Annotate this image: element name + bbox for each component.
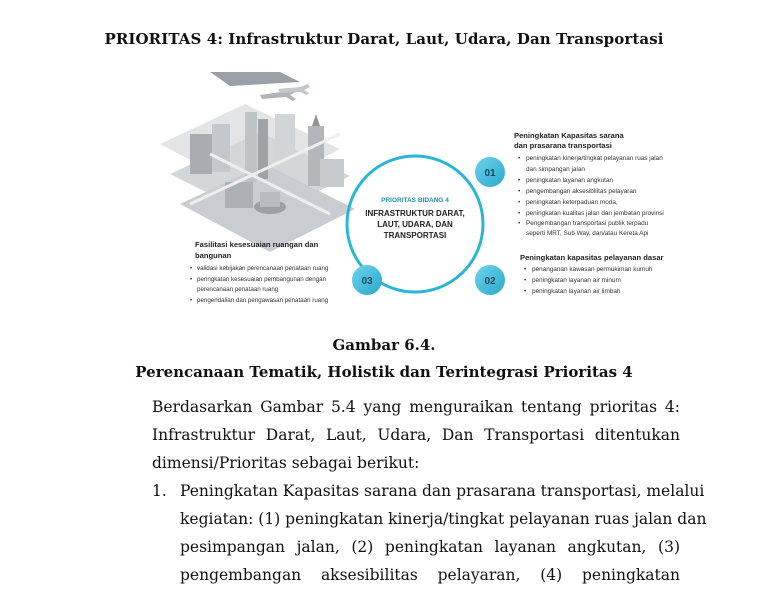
- body-paragraph: [152, 393, 680, 477]
- svg-text:•: •: [524, 266, 527, 273]
- svg-text:•: •: [518, 155, 521, 162]
- figure-caption-title: Gambar 6.4.: [332, 336, 436, 354]
- paragraph-line: dimensi/Prioritas sebagai berikut:: [152, 454, 420, 472]
- list-item: [180, 477, 707, 589]
- block-item: penanganan kawasan permukiman kumuh: [532, 266, 653, 273]
- paragraph-line: Berdasarkan Gambar 5.4 yang menguraikan tentang prioritas 4:: [152, 398, 680, 416]
- block-01: [514, 131, 664, 237]
- node-01: [475, 157, 505, 187]
- block-title: Fasilitasi kesesuaian ruangan dan: [195, 240, 319, 249]
- block-item: pengembangan aksesibilitas pelayaran: [526, 188, 637, 195]
- list-line: pesimpangan jalan, (2) peningkatan layanan angkutan, (3): [180, 538, 680, 556]
- block-item: peningkatan kualitas jalan dan jembatan provinsi: [526, 210, 664, 217]
- block-item: perencanaan penataan ruang: [197, 286, 279, 293]
- block-item: seperti MRT, Sub Way, dan/atau Kereta Api: [526, 230, 649, 237]
- svg-text:•: •: [190, 265, 193, 272]
- svg-text:•: •: [518, 177, 521, 184]
- block-title: Peningkatan Kapasitas sarana: [514, 131, 624, 140]
- list-line: kegiatan: (1) peningkatan kinerja/tingkat pelayanan ruas jalan dan: [180, 510, 707, 528]
- svg-text:•: •: [190, 276, 193, 283]
- priority-figure: [150, 64, 680, 328]
- center-label-line: LAUT, UDARA, DAN: [377, 220, 453, 229]
- block-item: peningkatan layanan air minum: [532, 277, 621, 284]
- node-03: [352, 265, 382, 295]
- svg-text:•: •: [190, 297, 193, 304]
- center-label-small: PRIORITAS BIDANG 4: [381, 197, 449, 204]
- list-line: Peningkatan Kapasitas sarana dan prasarana transportasi, melalui: [180, 482, 705, 500]
- svg-text:•: •: [518, 188, 521, 195]
- node-number: 02: [484, 276, 496, 287]
- svg-text:•: •: [518, 220, 521, 227]
- paragraph-line: Infrastruktur Darat, Laut, Udara, Dan Transportasi ditentukan: [152, 426, 680, 444]
- block-item: pengendalian dan pengawasan penataan ruang: [197, 297, 329, 304]
- svg-text:•: •: [524, 277, 527, 284]
- page-title: PRIORITAS 4: Infrastruktur Darat, Laut, Udara, Dan Transportasi: [104, 30, 664, 48]
- block-02: [520, 253, 664, 295]
- block-title: bangunan: [195, 251, 232, 260]
- block-item: Pengembangan transportasi publik terpadu: [526, 220, 649, 227]
- list-line: pengembangan aksesibilitas pelayaran, (4) peningkatan: [180, 566, 680, 584]
- svg-text:•: •: [524, 288, 527, 295]
- block-item: peringkatan kesesuaian pembangunan dengan: [197, 276, 327, 283]
- figure-caption-subtitle: Perencanaan Tematik, Holistik dan Terintegrasi Prioritas 4: [135, 363, 633, 381]
- svg-text:•: •: [518, 199, 521, 206]
- block-03: [190, 240, 329, 304]
- block-item: peningkatan keterpaduan moda,: [526, 199, 618, 206]
- node-02: [475, 265, 505, 295]
- node-number: 01: [484, 168, 496, 179]
- block-item: peningkatan kinerja/tingkat pelayanan ruas jalan: [526, 155, 663, 162]
- center-label-line: TRANSPORTASI: [383, 231, 447, 240]
- block-item: peningkatan layanan air limbah: [532, 288, 621, 295]
- block-item: validasi kebijakan perencanaan penataan ruang: [197, 265, 329, 272]
- center-label-line: INFRASTRUKTUR DARAT,: [365, 209, 465, 218]
- city-illustration: [160, 72, 355, 252]
- block-item: peningkatan layanan angkutan: [526, 177, 614, 184]
- block-title: dan prasarana transportasi: [514, 141, 612, 150]
- block-item: dan simpangan jalan: [526, 166, 585, 173]
- node-number: 03: [361, 276, 373, 287]
- block-title: Peningkatan kapasitas pelayanan dasar: [520, 253, 664, 262]
- svg-text:•: •: [518, 210, 521, 217]
- list-number: 1.: [152, 482, 167, 500]
